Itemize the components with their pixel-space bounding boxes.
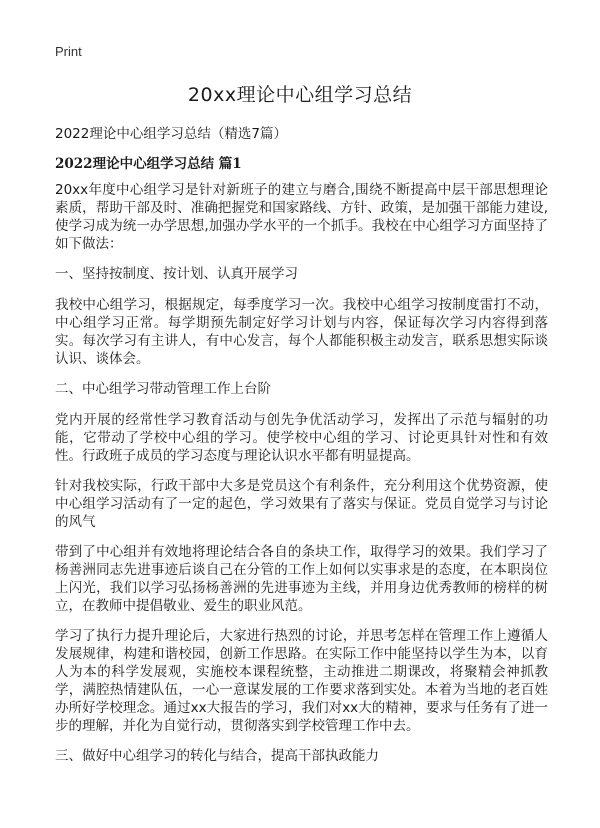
print-link[interactable]: Print (55, 44, 82, 59)
document-subtitle: 2022理论中心组学习总结（精选7篇） (55, 126, 287, 142)
paragraph-execution: 学习了执行力提升理论后，大家进行热烈的讨论，并思考怎样在管理工作上遵循人发展规律，构建和谐校园，创新工作思路。在实际工作中能坚持以学生为本，以育人为本的科学发展观，实施校本课程统整，主动推进二期课改，将聚精会神抓教学，满腔热情建队伍，一心一意谋发展的工作要求落到实处。本着为当地的老百姓办所好学校理念。通过xx大报告的学习，我们对xx大的精神，要求与任务有了进一步的理解，并化为自觉行动，贯彻落实到学校管理工作中去。 (55, 628, 548, 734)
paragraph-heading-3: 三、做好中心组学习的转化与结合，提高干部执政能力 (55, 748, 379, 764)
paragraph-party-activities: 党内开展的经常性学习教育活动与创先争优活动学习，发挥出了示范与辐射的功能，它带动了学校中心组的学习。使学校中心组的学习、讨论更具针对性和有效性。行政班子成员的学习态度与理论认识水平都有明显提高。 (55, 412, 548, 464)
paragraph-study-system: 我校中心组学习，根据规定，每季度学习一次。我校中心组学习按制度雷打不动，中心组学习正常。每学期预先制定好学习计划与内容，保证每次学习内容得到落实。每次学习有主讲人，有中心发言，每个人都能积极主动发言，联系思想实际谈认识、谈体会。 (55, 297, 548, 367)
paragraph-role-model: 带到了中心组并有效地将理论结合各自的条块工作，取得学习的效果。我们学习了杨善洲同志先进事迹后谈自己在分管的工作上如何以实事求是的态度，在本职岗位上闪光，我们以学习弘扬杨善洲的先进事迹为主线，并用身边优秀教师的榜样的树立，在教师中提倡敬业、爱生的职业风范。 (55, 544, 548, 614)
paragraph-school-reality: 针对我校实际，行政干部中大多是党员这个有利条件，充分利用这个优势资源，使中心组学习活动有了一定的起色，学习效果有了落实与保证。党员自觉学习与讨论的风气 (55, 478, 548, 530)
document-title: 20xx理论中心组学习总结 (187, 84, 413, 106)
section-title: 2022理论中心组学习总结 篇1 (55, 156, 242, 172)
paragraph-intro: 20xx年度中心组学习是针对新班子的建立与磨合,围绕不断提高中层干部思想理论素质，帮助干部及时、准确把握党和国家路线、方针、政策，是加强干部能力建设,使学习成为统一办学思想,加强办学水平的一个抓手。我校在中心组学习方面坚持了如下做法： (55, 182, 548, 252)
paragraph-heading-2: 二、中心组学习带动管理工作上台阶 (55, 381, 271, 397)
document-body (55, 181, 548, 778)
paragraph-heading-1: 一、坚持按制度、按计划、认真开展学习 (55, 266, 298, 282)
